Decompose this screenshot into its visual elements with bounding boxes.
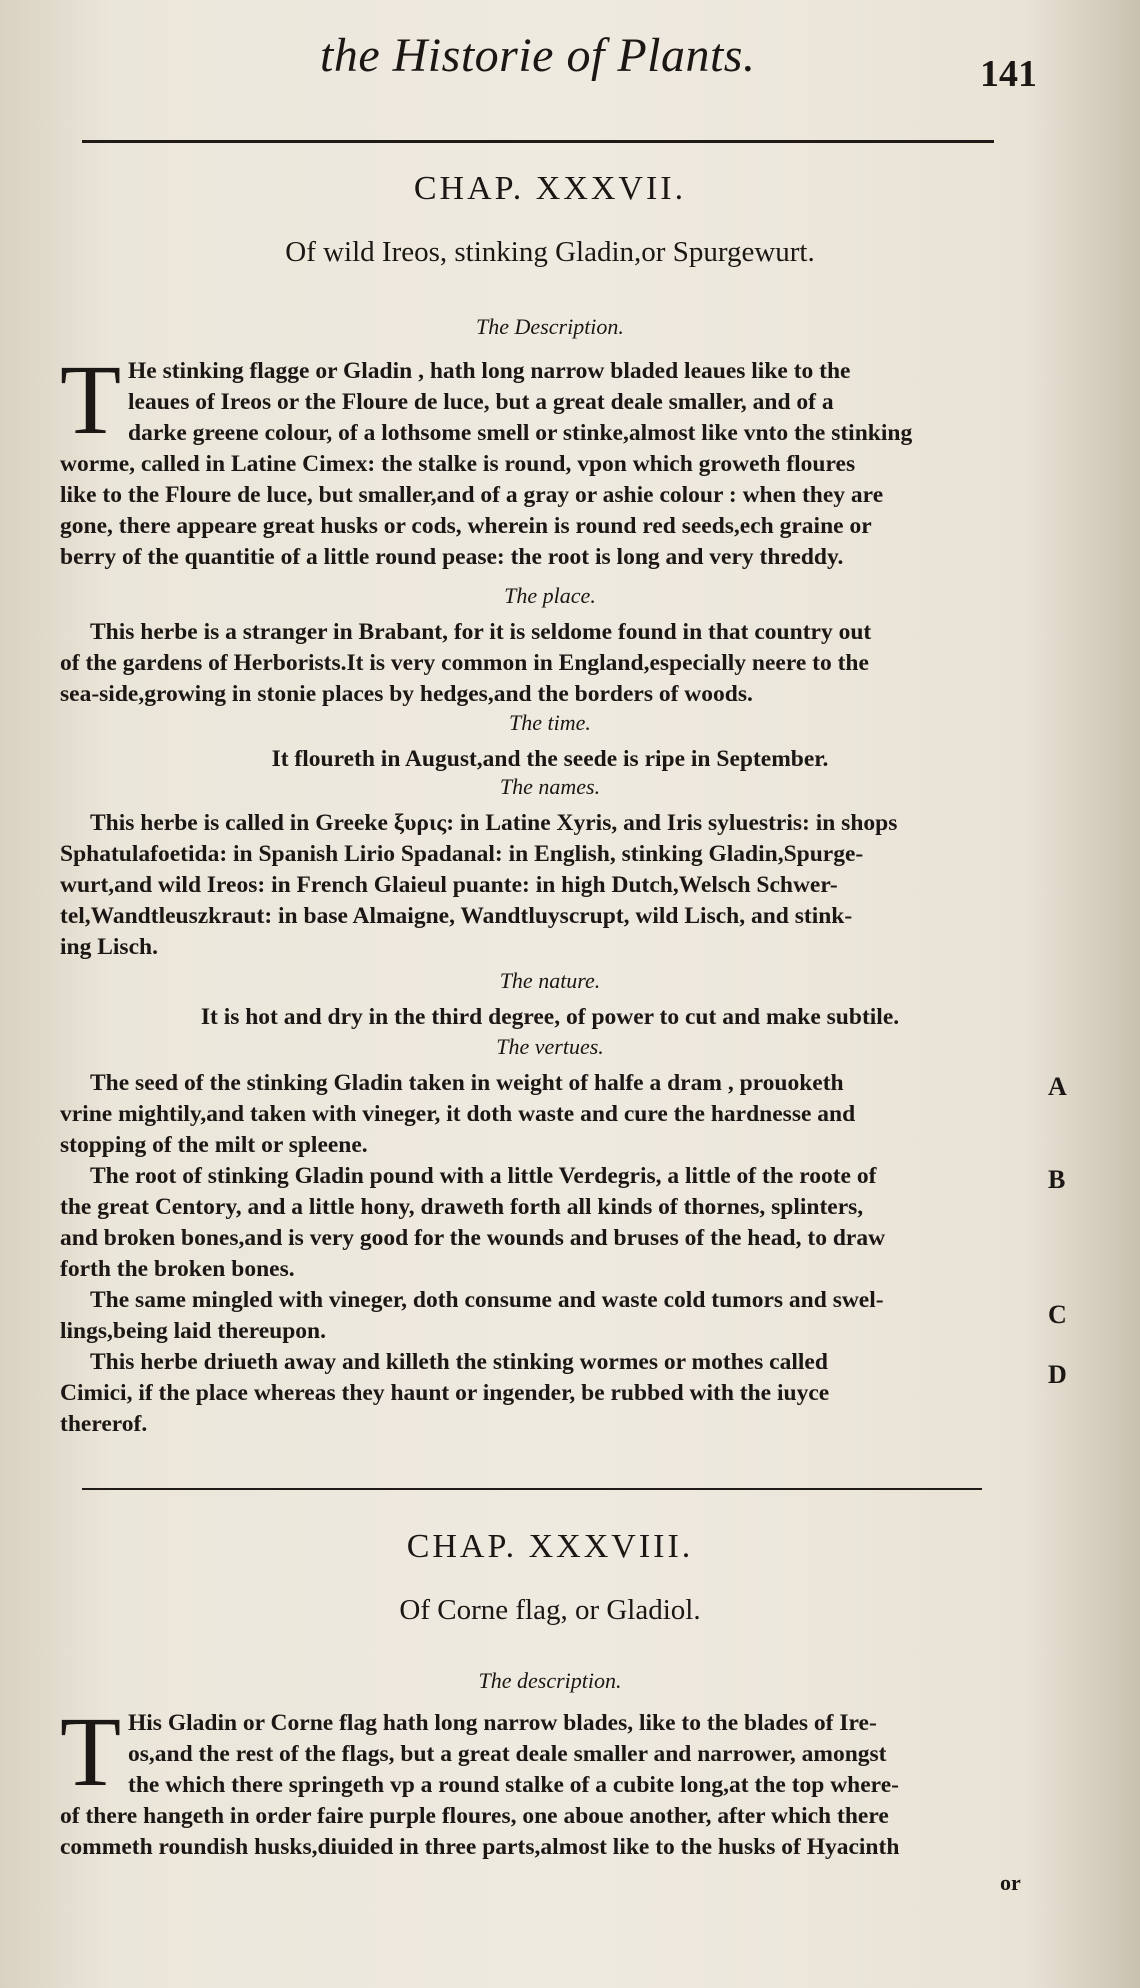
nature-paragraph <box>60 1002 1040 1033</box>
section-heading-nature: The nature. <box>499 968 601 993</box>
description-paragraph <box>60 344 1040 573</box>
text-line: the which there springeth vp a round stalke of a cubite long,at the top where- <box>128 1772 899 1798</box>
text-line: darke greene colour, of a lothsome smell or stinke,almost like vnto the stinking <box>128 420 913 446</box>
chapter-title: Of Corne flag, or Gladiol. <box>399 1594 701 1626</box>
margin-letter-b: B <box>1048 1165 1066 1194</box>
text-line: stopping of the milt or spleene. <box>60 1132 368 1158</box>
text-line: like to the Floure de luce, but smaller,and of a gray or ashie colour : when they are <box>60 482 884 508</box>
text-line: Sphatulafoetida: in Spanish Lirio Spadanal: in English, stinking Gladin,Spurge- <box>60 841 864 867</box>
chapter-heading: CHAP. XXXVII. <box>413 170 687 207</box>
vertues-paragraph-c <box>60 1285 1040 1347</box>
margin-letter-d: D <box>1048 1360 1067 1389</box>
text-line: He stinking flagge or Gladin , hath long narrow bladed leaues like to the <box>128 358 851 384</box>
text-line: gone, there appeare great husks or cods, wherein is round red seeds,ech graine or <box>60 513 872 539</box>
text-line: Cimici, if the place whereas they haunt or ingender, be rubbed with the iuyce <box>60 1380 830 1406</box>
text-line: vrine mightily,and taken with vineger, it doth waste and cure the hardnesse and <box>60 1101 856 1127</box>
text-line: forth the broken bones. <box>60 1256 295 1282</box>
chapter-divider-rule <box>82 1488 982 1490</box>
text-line: thererof. <box>60 1411 148 1437</box>
drop-cap: T <box>60 344 122 455</box>
chapter-title: Of wild Ireos, stinking Gladin,or Spurgewurt. <box>285 236 815 268</box>
text-line: of there hangeth in order faire purple floures, one aboue another, after which there <box>60 1803 889 1829</box>
running-title: the Historie of Plants. <box>320 29 756 82</box>
text-line: berry of the quantitie of a little round pease: the root is long and very threddy. <box>60 544 844 570</box>
text-line: The seed of the stinking Gladin taken in weight of halfe a dram , prouoketh <box>90 1070 844 1096</box>
text-line: The root of stinking Gladin pound with a little Verdegris, a little of the roote of <box>90 1163 877 1189</box>
section-heading-vertues: The vertues. <box>496 1034 604 1059</box>
text-line: os,and the rest of the flags, but a great deale smaller and narrower, amongst <box>128 1741 887 1767</box>
vertues-paragraph-b <box>60 1161 1040 1285</box>
place-paragraph <box>60 617 1040 710</box>
text-line: worme, called in Latine Cimex: the stalke is round, vpon which groweth floures <box>60 451 856 477</box>
text-line: sea-side,growing in stonie places by hedges,and the borders of woods. <box>60 681 753 707</box>
chapter-heading: CHAP. XXXVIII. <box>406 1528 694 1565</box>
text-line: It is hot and dry in the third degree, of power to cut and make subtile. <box>200 1004 900 1030</box>
page-number: 141 <box>980 53 1037 95</box>
text-line: of the gardens of Herborists.It is very common in England,especially neere to the <box>60 650 869 676</box>
section-heading-time: The time. <box>509 710 591 735</box>
text-line: It floureth in August,and the seede is ripe in September. <box>271 746 829 772</box>
section-heading-names: The names. <box>499 774 601 799</box>
text-line: His Gladin or Corne flag hath long narrow blades, like to the blades of Ire- <box>128 1710 877 1736</box>
text-line: wurt,and wild Ireos: in French Glaieul puante: in high Dutch,Welsch Schwer- <box>60 872 838 898</box>
names-paragraph <box>60 808 1040 963</box>
text-line: This herbe is called in Greeke ξυρις: in Latine Xyris, and Iris syluestris: in shops <box>90 810 898 836</box>
text-line: ing Lisch. <box>60 934 158 960</box>
time-paragraph <box>60 744 1040 775</box>
text-line: and broken bones,and is very good for the wounds and bruses of the head, to draw <box>60 1225 886 1251</box>
catchword: or <box>1000 1870 1021 1895</box>
text-line: leaues of Ireos or the Floure de luce, but a great deale smaller, and of a <box>128 389 834 415</box>
text-line: The same mingled with vineger, doth consume and waste cold tumors and swel- <box>90 1287 884 1313</box>
description-paragraph <box>60 1696 1040 1863</box>
text-line: tel,Wandtleuszkraut: in base Almaigne, Wandtluyscrupt, wild Lisch, and stink- <box>60 903 853 929</box>
text-line: the great Centory, and a little hony, draweth forth all kinds of thornes, splinters, <box>60 1194 864 1220</box>
text-line: lings,being laid thereupon. <box>60 1318 326 1344</box>
vertues-paragraph-d <box>60 1347 1040 1440</box>
text-line: This herbe driueth away and killeth the stinking wormes or mothes called <box>90 1349 828 1375</box>
section-heading-description: The Description. <box>476 314 624 339</box>
vertues-paragraph-a <box>60 1068 1040 1161</box>
margin-letter-c: C <box>1048 1300 1067 1329</box>
section-heading-description: The description. <box>478 1668 622 1693</box>
header-rule <box>82 140 994 143</box>
drop-cap: T <box>60 1696 122 1807</box>
text-line: commeth roundish husks,diuided in three parts,almost like to the husks of Hyacinth <box>60 1834 900 1860</box>
text-line: This herbe is a stranger in Brabant, for it is seldome found in that country out <box>90 619 872 645</box>
section-heading-place: The place. <box>504 583 596 608</box>
margin-letter-a: A <box>1048 1072 1067 1101</box>
